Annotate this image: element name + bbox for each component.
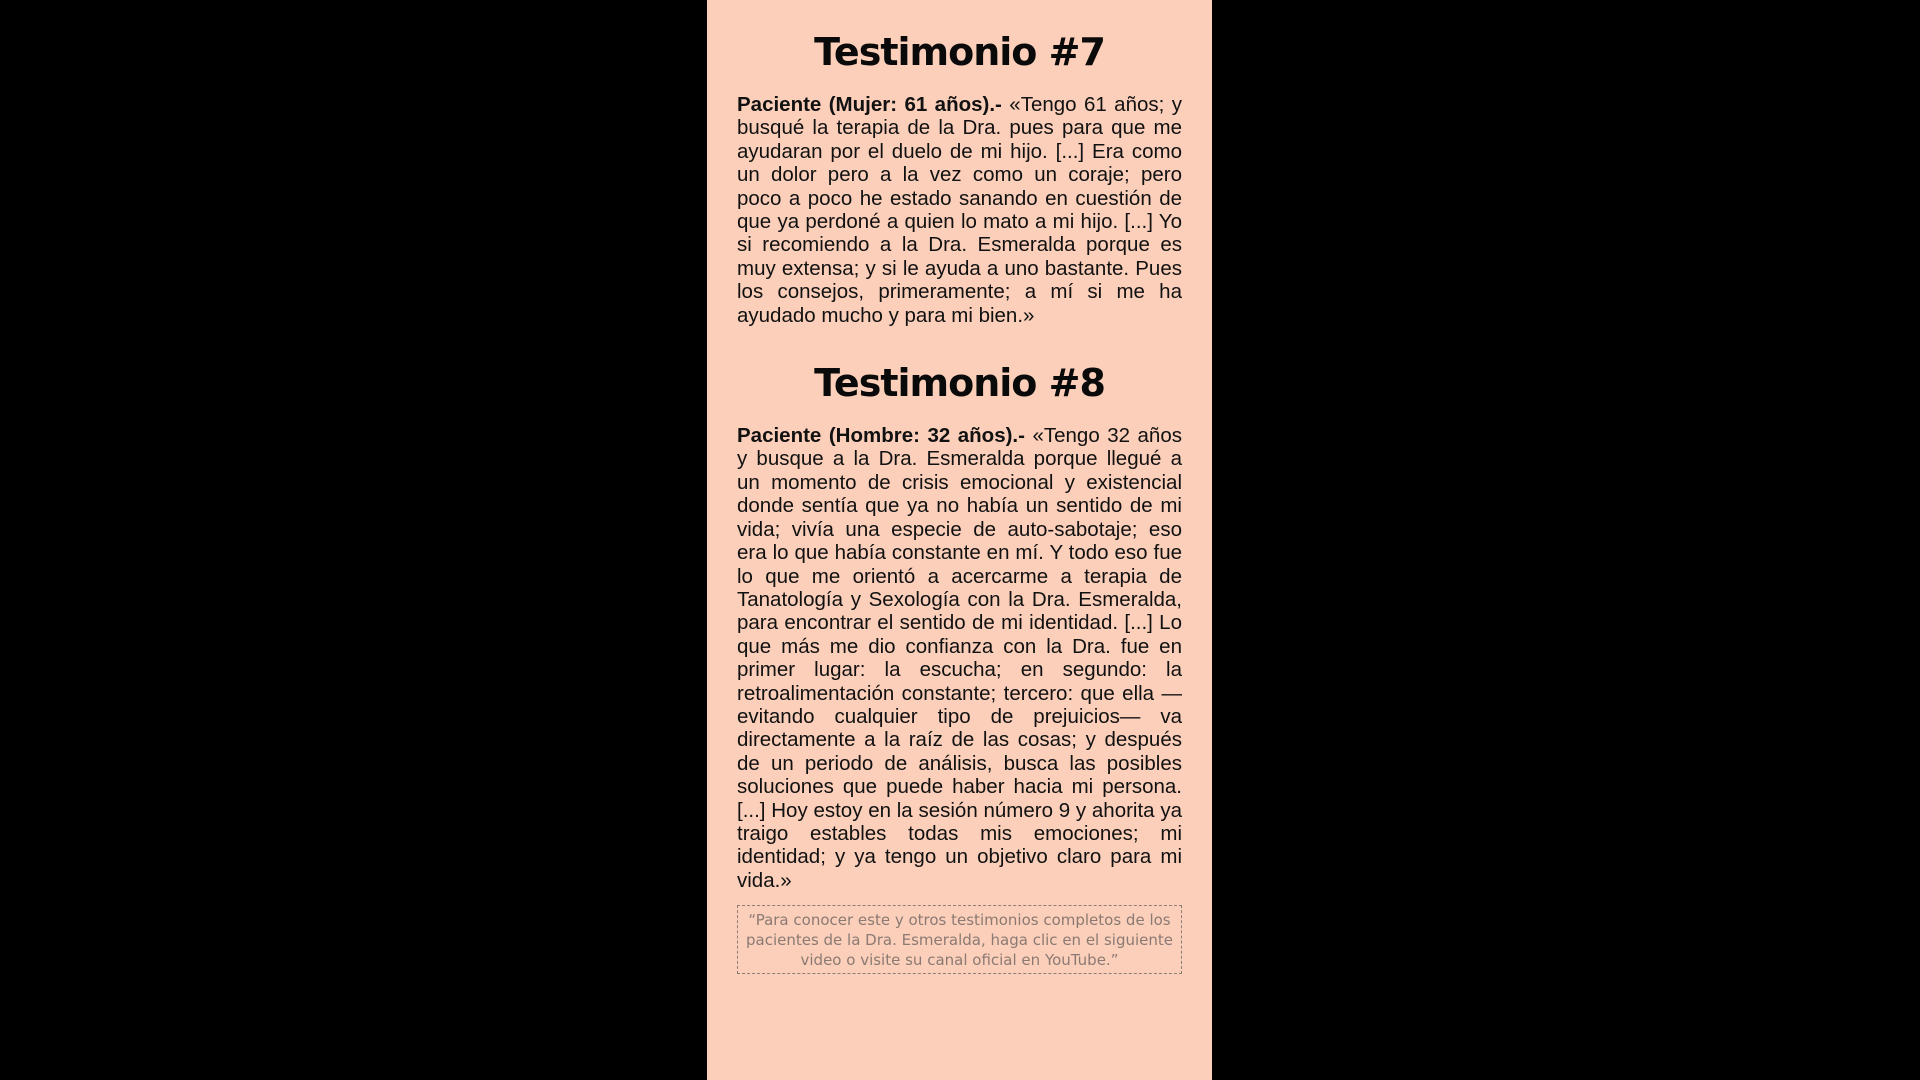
testimonial-7-quote: «Tengo 61 años; y busqué la terapia de la Dra. pues para que me ayudaran por el duelo de mi hijo. [...] Era como un dolor pero a la vez como un coraje; pero poco a poco he estado sanando en cuestión de que ya perdoné a quien lo mato a mi hijo. [...] Yo si recomiendo a la Dra. Esmeralda porque es muy extensa; y si le ayuda a uno bastante. Pues los consejos, primeramente; a mí si me ha ayudado mucho y para mi bien.» bbox=[737, 93, 1182, 327]
testimonial-7-patient-label: Paciente (Mujer: 61 años).- bbox=[737, 93, 1002, 116]
testimonial-8-patient-label: Paciente (Hombre: 32 años).- bbox=[737, 424, 1025, 448]
testimonial-8-title: Testimonio #8 bbox=[814, 361, 1105, 406]
testimonial-7-body bbox=[737, 93, 1182, 327]
testimonials-panel bbox=[707, 0, 1212, 1080]
testimonial-8-quote: «Tengo 32 años y busque a la Dra. Esmeralda porque llegué a un momento de crisis emocional y existencial donde sentía que ya no había un sentido de mi vida; vivía una especie de auto-sabotaje; eso era lo que había constante en mí. Y todo eso fue lo que me orientó a acercarme a terapia de Tanatología y Sexología con la Dra. Esmeralda, para encontrar el sentido de mi identidad. [...] Lo que más me dio confianza con la Dra. fue en primer lugar: la escucha; en segundo: la retroalimentación constante; tercero: que ella —evitando cualquier tipo de prejuicios— va directamente a la raíz de las cosas; y después de un periodo de análisis, busca las posibles soluciones que puede haber hacia mi persona. [...] Hoy estoy en la sesión número 9 y ahorita ya traigo estables todas mis emociones; mi identidad; y ya tengo un objetivo claro para mi vida.» bbox=[737, 424, 1182, 892]
testimonial-8-body bbox=[737, 424, 1182, 892]
testimonial-7-title: Testimonio #7 bbox=[814, 30, 1105, 74]
youtube-note: “Para conocer este y otros testimonios completos de los pacientes de la Dra. Esmeralda, haga clic en el siguiente video o visite su canal oficial en YouTube.” bbox=[737, 905, 1182, 974]
